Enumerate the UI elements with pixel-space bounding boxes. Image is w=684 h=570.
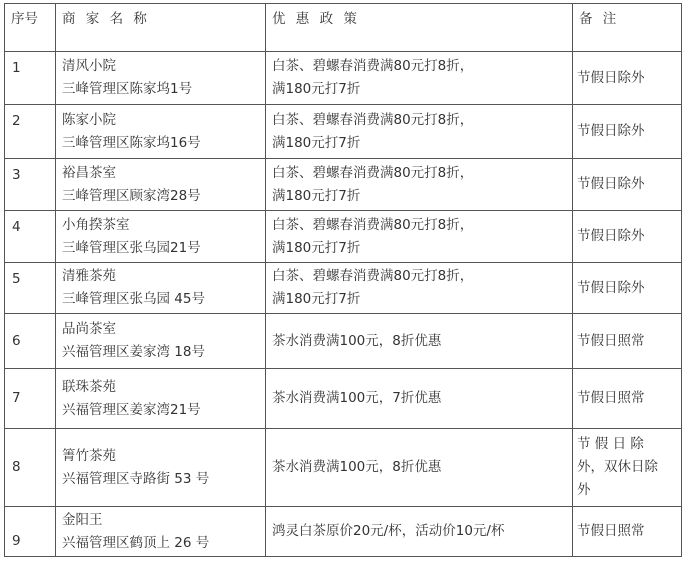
- policy-text-continued: 满180元打7折: [272, 81, 361, 97]
- remark-cell: [573, 429, 682, 507]
- serial-number: 4: [5, 211, 56, 263]
- header-row: [5, 4, 682, 52]
- policy-text-continued: 满180元打7折: [272, 134, 361, 151]
- header-remarks: 备 注: [573, 4, 682, 52]
- table-row: [5, 159, 682, 211]
- remark-line: 节 假 日 除: [577, 436, 644, 452]
- merchant-cell: [56, 211, 266, 263]
- merchant-name: 裕昌茶室: [62, 164, 116, 181]
- merchant-address: 兴福管理区寺路街 53 号: [62, 470, 210, 487]
- policy-text: 鸿灵白茶原价20元/杯，活动价10元/杯: [266, 507, 573, 557]
- serial-number: 7: [5, 369, 56, 429]
- merchant-cell: [56, 52, 266, 105]
- merchant-address: 三峰管理区顾家湾28号: [62, 187, 201, 204]
- merchant-address: 三峰管理区陈家坞16号: [62, 134, 201, 151]
- merchant-cell: [56, 263, 266, 314]
- table-row: [5, 507, 682, 557]
- serial-number: 9: [5, 507, 56, 557]
- policy-text: 白茶、碧螺春消费满80元打8折，: [272, 58, 474, 74]
- serial-number: 1: [5, 52, 56, 105]
- merchant-cell: [56, 429, 266, 507]
- table-row: [5, 52, 682, 105]
- table-row: [5, 211, 682, 263]
- merchant-name: 金阳王: [62, 511, 103, 528]
- policy-text: 白茶、碧螺春消费满80元打8折，: [272, 111, 474, 128]
- table-row: [5, 429, 682, 507]
- table-row: [5, 105, 682, 159]
- policy-text-continued: 满180元打7折: [272, 239, 361, 256]
- policy-cell: [266, 105, 573, 159]
- merchant-address: 三峰管理区陈家坞1号: [62, 81, 193, 97]
- policy-cell: [266, 263, 573, 314]
- serial-number: 2: [5, 105, 56, 159]
- header-serial-number: 序号: [5, 4, 56, 52]
- header-merchant-name: 商 家 名 称: [56, 4, 266, 52]
- table-row: [5, 314, 682, 369]
- table-row: [5, 263, 682, 314]
- remark: 节假日照常: [573, 507, 682, 557]
- remark-line: 外: [577, 482, 591, 498]
- merchant-name: 陈家小院: [62, 111, 116, 128]
- serial-number: 3: [5, 159, 56, 211]
- remark: 节假日除外: [573, 211, 682, 263]
- merchant-address: 兴福管理区鹤顶上 26 号: [62, 534, 210, 551]
- merchant-address: 三峰管理区张乌园21号: [62, 239, 201, 256]
- remark: 节假日除外: [573, 263, 682, 314]
- merchant-name: 箐竹茶苑: [62, 447, 116, 464]
- policy-cell: [266, 159, 573, 211]
- policy-text-continued: 满180元打7折: [272, 291, 361, 307]
- policy-text-continued: 满180元打7折: [272, 187, 361, 204]
- remark: 节假日照常: [573, 369, 682, 429]
- policy-text: 茶水消费满100元，8折优惠: [266, 314, 573, 369]
- remark-line: 外，双休日除: [577, 459, 658, 475]
- merchant-name: 小角揆茶室: [62, 216, 130, 233]
- remark: 节假日除外: [573, 105, 682, 159]
- policy-text: 茶水消费满100元，7折优惠: [266, 369, 573, 429]
- merchant-cell: [56, 314, 266, 369]
- merchant-address: 兴福管理区姜家湾21号: [62, 401, 201, 418]
- policy-text: 白茶、碧螺春消费满80元打8折，: [272, 216, 474, 233]
- merchant-discount-table: [4, 3, 682, 557]
- header-discount-policy: 优 惠 政 策: [266, 4, 573, 52]
- policy-text: 白茶、碧螺春消费满80元打8折，: [272, 164, 474, 181]
- policy-cell: [266, 52, 573, 105]
- merchant-name: 清风小院: [62, 58, 116, 74]
- merchant-cell: [56, 507, 266, 557]
- merchant-address: 兴福管理区姜家湾 18号: [62, 344, 205, 360]
- merchant-name: 联珠茶苑: [62, 378, 116, 395]
- policy-text: 白茶、碧螺春消费满80元打8折，: [272, 268, 474, 284]
- remark: 节假日照常: [573, 314, 682, 369]
- merchant-name: 清雅茶苑: [62, 268, 116, 284]
- serial-number: 8: [5, 429, 56, 507]
- merchant-address: 三峰管理区张乌园 45号: [62, 291, 205, 307]
- serial-number: 5: [5, 263, 56, 314]
- remark: 节假日除外: [573, 52, 682, 105]
- policy-cell: [266, 211, 573, 263]
- merchant-name: 品尚茶室: [62, 321, 116, 337]
- serial-number: 6: [5, 314, 56, 369]
- merchant-cell: [56, 105, 266, 159]
- remark: 节假日除外: [573, 159, 682, 211]
- policy-text: 茶水消费满100元，8折优惠: [266, 429, 573, 507]
- table-row: [5, 369, 682, 429]
- merchant-cell: [56, 159, 266, 211]
- merchant-cell: [56, 369, 266, 429]
